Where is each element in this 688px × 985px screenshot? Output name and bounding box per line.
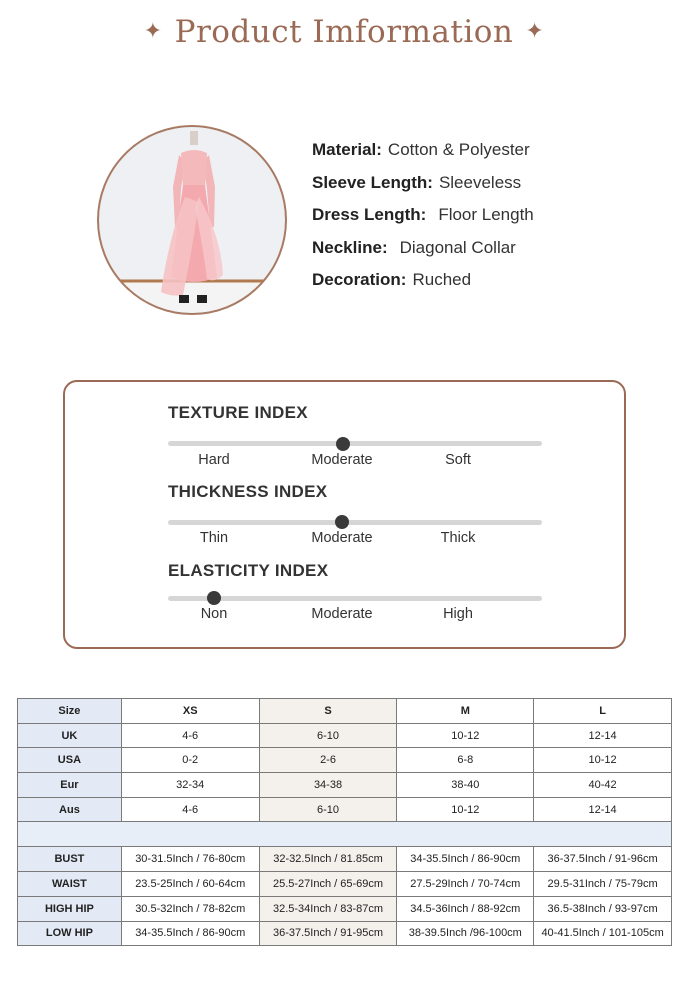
attribute-key: Neckline <box>312 237 382 257</box>
table-header-cell: M <box>397 699 534 724</box>
table-header-cell: Size <box>18 699 122 724</box>
product-photo <box>97 125 287 315</box>
row-label: UK <box>18 723 122 748</box>
table-cell: 40-41.5Inch / 101-105cm <box>534 921 672 946</box>
table-cell: 12-14 <box>534 723 672 748</box>
table-row <box>18 748 672 773</box>
table-row <box>18 872 672 897</box>
index-title: ELASTICITY INDEX <box>168 561 329 580</box>
index-label: Moderate <box>311 530 373 546</box>
table-cell: 10-12 <box>397 723 534 748</box>
attribute-value: Cotton & Polyester <box>387 140 530 159</box>
table-row <box>18 797 672 822</box>
index-slider-track <box>168 520 542 525</box>
attribute-dress-length: Dress Length: Floor Length <box>312 205 534 225</box>
table-cell: 4-6 <box>121 797 259 822</box>
index-slider-knob <box>207 591 221 605</box>
attribute-value: Diagonal Collar <box>399 237 516 257</box>
table-cell: 6-8 <box>397 748 534 773</box>
table-cell: 36-37.5Inch / 91-96cm <box>534 847 672 872</box>
index-label: Moderate <box>311 606 373 622</box>
size-chart-table <box>17 698 672 946</box>
table-row <box>18 773 672 798</box>
table-cell: 40-42 <box>534 773 672 798</box>
attribute-material: Material: Cotton & Polyester <box>312 140 530 159</box>
row-label: HIGH HIP <box>18 896 122 921</box>
table-cell: 6-10 <box>259 797 397 822</box>
table-header-cell: XS <box>121 699 259 724</box>
table-cell: 32-32.5Inch / 81.85cm <box>259 847 397 872</box>
table-cell: 34-35.5Inch / 86-90cm <box>121 921 259 946</box>
table-cell: 36-37.5Inch / 91-95cm <box>259 921 397 946</box>
table-cell: 6-10 <box>259 723 397 748</box>
attribute-value: Floor Length <box>438 205 534 225</box>
row-label: BUST <box>18 847 122 872</box>
row-label: LOW HIP <box>18 921 122 946</box>
table-cell: 32.5-34Inch / 83-87cm <box>259 896 397 921</box>
attribute-value: Sleeveless <box>438 172 522 192</box>
row-label: USA <box>18 748 122 773</box>
table-cell: 30.5-32Inch / 78-82cm <box>121 896 259 921</box>
table-header-cell: L <box>534 699 672 724</box>
attribute-neckline: Neckline: Diagonal Collar <box>312 237 516 257</box>
index-slider-track <box>168 596 542 601</box>
row-label: Eur <box>18 773 122 798</box>
table-cell: 2-6 <box>259 748 397 773</box>
index-label: Moderate <box>311 452 373 468</box>
attribute-key: Dress Length <box>312 205 421 225</box>
attribute-list <box>312 138 534 301</box>
attribute-sleeve-length: Sleeve Length: Sleeveless <box>312 172 522 192</box>
index-slider-knob <box>336 437 350 451</box>
attribute-decoration: Decoration: Ruched <box>312 270 472 290</box>
table-row <box>18 896 672 921</box>
table-cell: 34.5-36Inch / 88-92cm <box>397 896 534 921</box>
table-header-row <box>18 699 672 724</box>
sparkle-icon: ✦ <box>143 19 163 44</box>
table-cell: 36.5-38Inch / 93-97cm <box>534 896 672 921</box>
table-row <box>18 723 672 748</box>
index-label: High <box>443 606 473 622</box>
index-label: Non <box>200 606 228 622</box>
table-cell: 30-31.5Inch / 76-80cm <box>121 847 259 872</box>
attribute-value: Ruched <box>412 270 472 290</box>
attribute-key: Decoration <box>312 270 401 290</box>
row-label: Aus <box>18 797 122 822</box>
elasticity-index <box>168 561 542 622</box>
attribute-key: Material <box>312 140 377 159</box>
sparkle-icon: ✦ <box>525 19 545 44</box>
table-cell: 10-12 <box>534 748 672 773</box>
index-title: TEXTURE INDEX <box>168 403 308 422</box>
table-header-cell: S <box>259 699 397 724</box>
dress-illustration-icon <box>99 127 287 315</box>
table-row <box>18 847 672 872</box>
texture-index <box>168 403 542 468</box>
spacer-cell <box>18 822 672 847</box>
table-cell: 25.5-27Inch / 65-69cm <box>259 872 397 897</box>
thickness-index <box>168 482 542 546</box>
table-row <box>18 921 672 946</box>
table-spacer-row <box>18 822 672 847</box>
index-label: Thick <box>440 530 476 546</box>
table-cell: 32-34 <box>121 773 259 798</box>
index-slider-track <box>168 441 542 446</box>
table-cell: 4-6 <box>121 723 259 748</box>
table-cell: 27.5-29Inch / 70-74cm <box>397 872 534 897</box>
index-slider-knob <box>335 515 349 529</box>
index-label: Soft <box>445 452 471 468</box>
page-title <box>0 14 688 50</box>
table-cell: 10-12 <box>397 797 534 822</box>
table-cell: 29.5-31Inch / 75-79cm <box>534 872 672 897</box>
table-cell: 34-38 <box>259 773 397 798</box>
table-cell: 0-2 <box>121 748 259 773</box>
table-cell: 12-14 <box>534 797 672 822</box>
table-cell: 38-40 <box>397 773 534 798</box>
index-label: Hard <box>198 452 230 468</box>
index-label: Thin <box>199 530 229 546</box>
table-cell: 38-39.5Inch /96-100cm <box>397 921 534 946</box>
page-title-text: Product Imformation <box>174 14 514 50</box>
row-label: WAIST <box>18 872 122 897</box>
table-cell: 23.5-25Inch / 60-64cm <box>121 872 259 897</box>
index-title: THICKNESS INDEX <box>168 482 328 501</box>
table-cell: 34-35.5Inch / 86-90cm <box>397 847 534 872</box>
attribute-key: Sleeve Length <box>312 172 428 192</box>
